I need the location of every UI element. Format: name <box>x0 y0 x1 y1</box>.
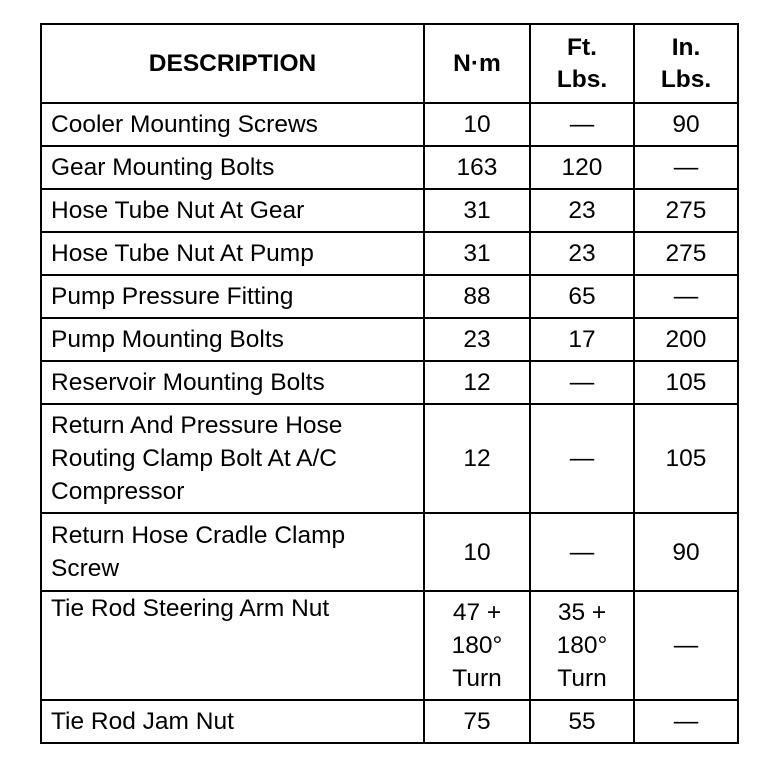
in-lbs-cell: 90 <box>634 103 738 146</box>
description-cell: Cooler Mounting Screws <box>41 103 424 146</box>
nm-cell: 75 <box>424 700 530 743</box>
table-row <box>41 275 738 318</box>
ft-lbs-cell: 23 <box>530 189 634 232</box>
table-row <box>41 361 738 404</box>
table-row <box>41 232 738 275</box>
ft-lbs-cell: 120 <box>530 146 634 189</box>
in-lbs-cell: 105 <box>634 404 738 513</box>
description-cell: Tie Rod Jam Nut <box>41 700 424 743</box>
description-cell: Hose Tube Nut At Gear <box>41 189 424 232</box>
ft-lbs-cell: — <box>530 103 634 146</box>
ft-lbs-cell: 17 <box>530 318 634 361</box>
ft-lbs-cell: 23 <box>530 232 634 275</box>
table-row <box>41 189 738 232</box>
nm-cell: 47 + 180° Turn <box>424 591 530 700</box>
nm-cell: 31 <box>424 232 530 275</box>
in-lbs-cell: 275 <box>634 232 738 275</box>
table-row <box>41 404 738 513</box>
table-row <box>41 318 738 361</box>
in-lbs-cell: — <box>634 700 738 743</box>
ft-lbs-cell: 65 <box>530 275 634 318</box>
nm-cell: 163 <box>424 146 530 189</box>
table-row <box>41 103 738 146</box>
nm-cell: 12 <box>424 361 530 404</box>
ft-lbs-cell: — <box>530 361 634 404</box>
in-lbs-cell: — <box>634 146 738 189</box>
in-lbs-cell: 275 <box>634 189 738 232</box>
column-header-description: DESCRIPTION <box>41 24 424 103</box>
nm-cell: 10 <box>424 513 530 591</box>
column-header-in-lbs: In. Lbs. <box>634 24 738 103</box>
description-cell: Hose Tube Nut At Pump <box>41 232 424 275</box>
nm-cell: 12 <box>424 404 530 513</box>
nm-cell: 23 <box>424 318 530 361</box>
nm-cell: 31 <box>424 189 530 232</box>
in-lbs-cell: — <box>634 591 738 700</box>
torque-spec-table <box>40 23 739 744</box>
header-row <box>41 24 738 103</box>
ft-lbs-cell: 35 + 180° Turn <box>530 591 634 700</box>
in-lbs-cell: 105 <box>634 361 738 404</box>
description-cell: Reservoir Mounting Bolts <box>41 361 424 404</box>
column-header-ft-lbs: Ft. Lbs. <box>530 24 634 103</box>
table-row <box>41 591 738 700</box>
description-cell: Return Hose Cradle Clamp Screw <box>41 513 424 591</box>
in-lbs-cell: 200 <box>634 318 738 361</box>
table-row <box>41 146 738 189</box>
in-lbs-cell: 90 <box>634 513 738 591</box>
column-header-nm: N·m <box>424 24 530 103</box>
description-cell: Return And Pressure Hose Routing Clamp Bolt At A/C Compressor <box>41 404 424 513</box>
nm-cell: 10 <box>424 103 530 146</box>
table-row <box>41 700 738 743</box>
description-cell: Gear Mounting Bolts <box>41 146 424 189</box>
in-lbs-cell: — <box>634 275 738 318</box>
table-row <box>41 513 738 591</box>
description-cell: Tie Rod Steering Arm Nut <box>41 591 424 700</box>
ft-lbs-cell: — <box>530 513 634 591</box>
ft-lbs-cell: 55 <box>530 700 634 743</box>
ft-lbs-cell: — <box>530 404 634 513</box>
description-cell: Pump Pressure Fitting <box>41 275 424 318</box>
nm-cell: 88 <box>424 275 530 318</box>
description-cell: Pump Mounting Bolts <box>41 318 424 361</box>
